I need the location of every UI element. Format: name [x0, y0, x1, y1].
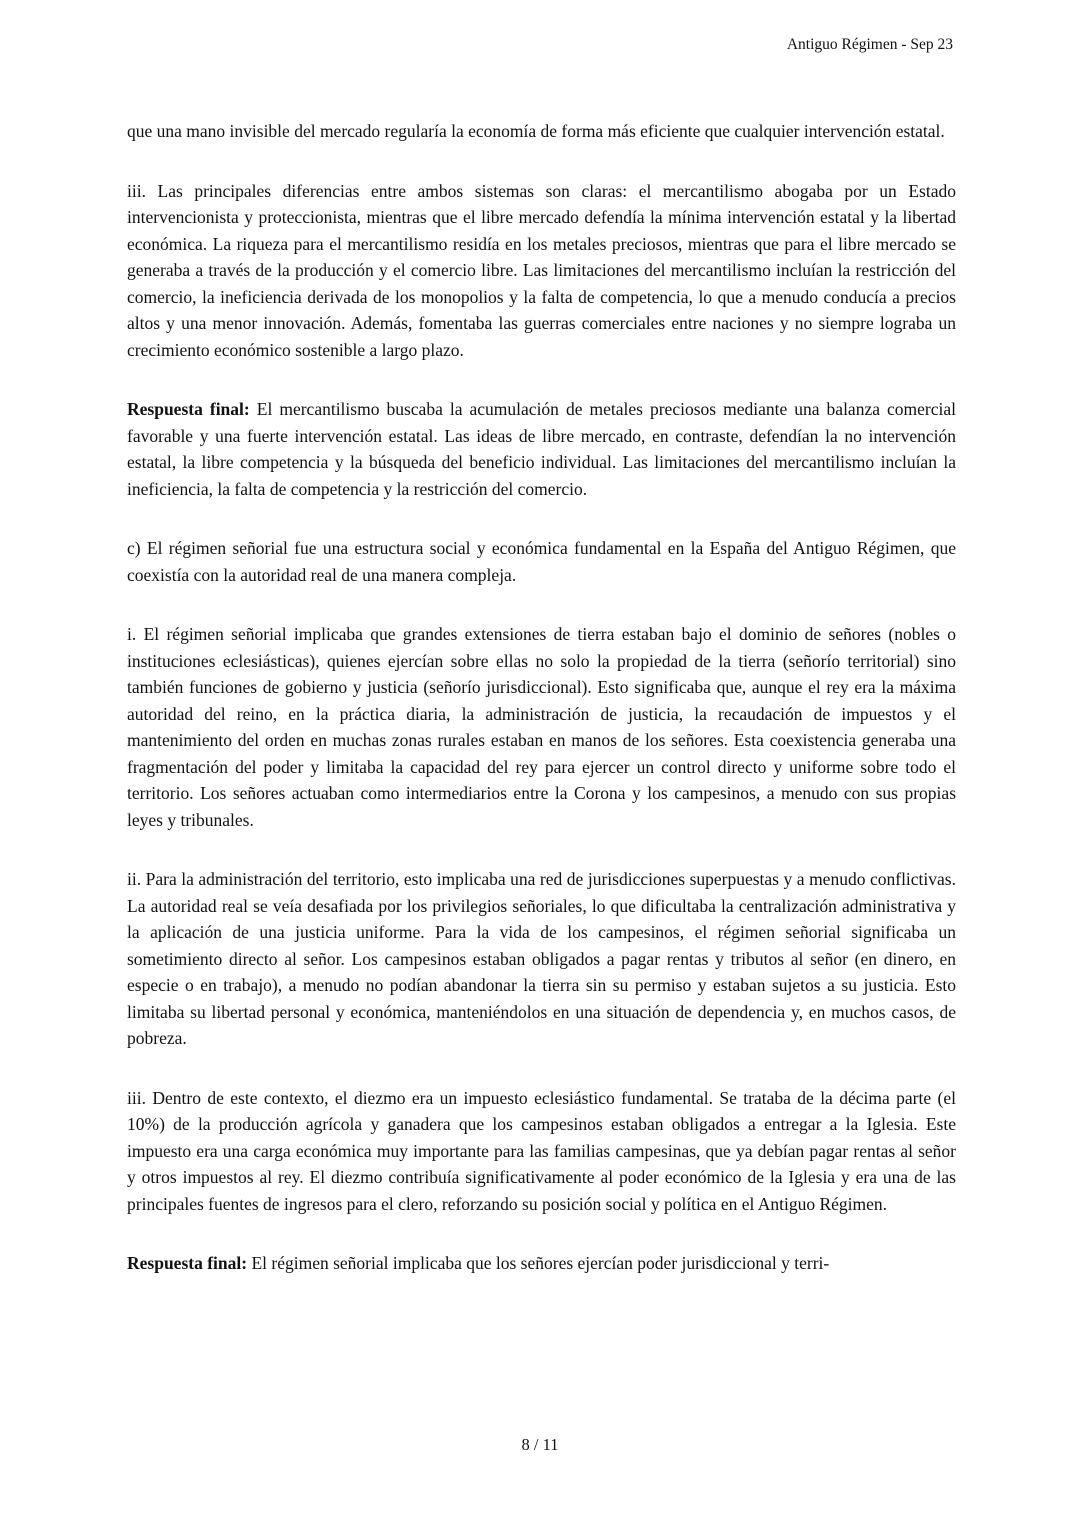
paragraph-text: c) El régimen señorial fue una estructura social y económica fundamental en la España del Antiguo Régimen, que coexistía con la autoridad real de una manera compleja. [127, 538, 956, 585]
paragraph-text: i. El régimen señorial implicaba que grandes extensiones de tierra estaban bajo el dominio de señores (nobles o instituciones eclesiásticas), quienes ejercían sobre ellas no solo la propiedad de la tierra (señorío territorial) sino también funciones de gobierno y justicia (señorío jurisdiccional). Esto significaba que, aunque el rey era la máxima autoridad del reino, en la práctica diaria, la administración de justicia, la recaudación de impuestos y el mantenimiento del orden en muchas zonas rurales estaban en manos de los señores. Esta coexistencia generaba una fragmentación del poder y limitaba la capacidad del rey para ejercer un control directo y uniforme sobre todo el territorio. Los señores actuaban como intermediarios entre la Corona y los campesinos, a menudo con sus propias leyes y tribunales. [127, 624, 956, 830]
page-number: 8 / 11 [521, 1435, 559, 1454]
paragraph [127, 866, 956, 1052]
paragraph-lead: Respuesta final: [127, 399, 250, 419]
paragraph-lead: Respuesta final: [127, 1253, 248, 1273]
paragraph [127, 1250, 956, 1277]
paragraph [127, 621, 956, 833]
paragraph [127, 535, 956, 588]
paragraph [127, 1085, 956, 1218]
paragraph [127, 118, 956, 145]
paragraph-text: ii. Para la administración del territorio, esto implicaba una red de jurisdicciones superpuestas y a menudo conflictivas. La autoridad real se veía desafiada por los privilegios señoriales, lo que dificultaba la centralización administrativa y la aplicación de una justicia uniforme. Para la vida de los campesinos, el régimen señorial significaba un sometimiento directo al señor. Los campesinos estaban obligados a pagar rentas y tributos al señor (en dinero, en especie o en trabajo), a menudo no podían abandonar la tierra sin su permiso y estaban sujetos a su justicia. Esto limitaba su libertad personal y económica, manteniéndolos en una situación de dependencia y, en muchos casos, de pobreza. [127, 869, 956, 1048]
paragraph-text: iii. Dentro de este contexto, el diezmo era un impuesto eclesiástico fundamental. Se trataba de la décima parte (el 10%) de la producción agrícola y ganadera que los campesinos estaban obligados a entregar a la Iglesia. Este impuesto era una carga económica muy importante para las familias campesinas, que ya debían pagar rentas al señor y otros impuestos al rey. El diezmo contribuía significativamente al poder económico de la Iglesia y era una de las principales fuentes de ingresos para el clero, reforzando su posición social y política en el Antiguo Régimen. [127, 1087, 956, 1214]
document-body [127, 118, 956, 1277]
paragraph-text: El régimen señorial implicaba que los señores ejercían poder jurisdiccional y terri- [247, 1253, 830, 1273]
running-header: Antiguo Régimen - Sep 23 [786, 36, 953, 53]
paragraph [127, 396, 956, 502]
paragraph-text: El mercantilismo buscaba la acumulación de metales preciosos mediante una balanza comercial favorable y una fuerte intervención estatal. Las ideas de libre mercado, en contraste, defendían la no intervención estatal, la libre competencia y la búsqueda del beneficio individual. Las limitaciones del mercantilismo incluían la ineficiencia, la falta de competencia y la restricción del comercio. [127, 399, 956, 499]
paragraph [127, 178, 956, 364]
paragraph-text: iii. Las principales diferencias entre ambos sistemas son claras: el mercantilismo abogaba por un Estado intervencionista y proteccionista, mientras que el libre mercado defendía la mínima intervención estatal y la libertad económica. La riqueza para el mercantilismo residía en los metales preciosos, mientras que para el libre mercado se generaba a través de la producción y el comercio libre. Las limitaciones del mercantilismo incluían la restricción del comercio, la ineficiencia derivada de los monopolios y la falta de competencia, lo que a menudo conducía a precios altos y una menor innovación. Además, fomentaba las guerras comerciales entre naciones y no siempre lograba un crecimiento económico sostenible a largo plazo. [127, 180, 956, 360]
paragraph-text: que una mano invisible del mercado regularía la economía de forma más eficiente que cualquier intervención estatal. [127, 121, 945, 141]
